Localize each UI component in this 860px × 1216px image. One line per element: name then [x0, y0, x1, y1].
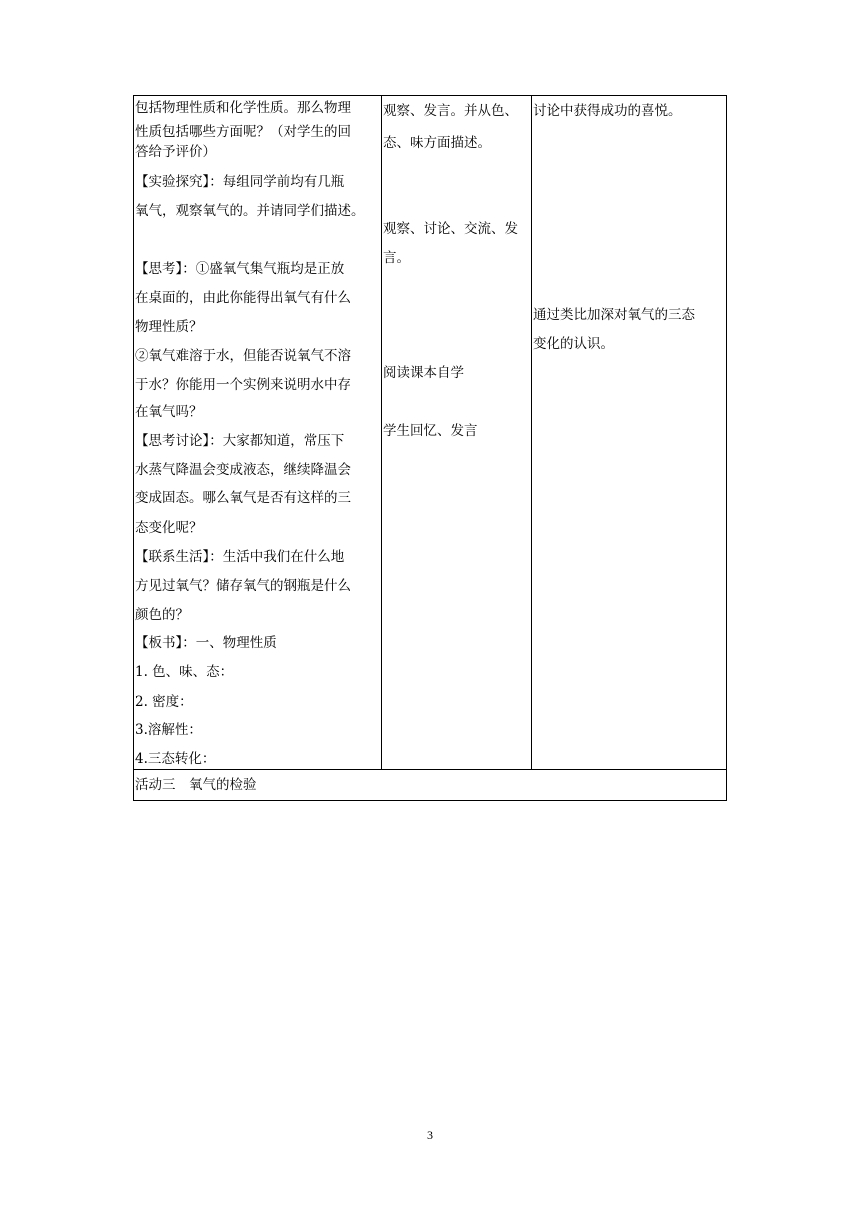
text-line: 通过类比加深对氧气的三态: [533, 307, 695, 323]
text-line: 态变化呢？: [135, 520, 203, 536]
text-line: ②氧气难溶于水，但能否说氧气不溶: [135, 348, 351, 364]
text-line: 物理性质？: [135, 319, 203, 335]
text-line: 【思考】：①盛氧气集气瓶均是正放: [135, 261, 345, 277]
text-line: 【联系生活】：生活中我们在什么地: [135, 549, 345, 565]
text-line: 阅读课本自学: [383, 365, 464, 381]
table-row: [134, 770, 727, 801]
text-line: 变成固态。哪么氧气是否有这样的三: [135, 490, 351, 506]
text-line: 水蒸气降温会变成液态，继续降温会: [135, 462, 351, 478]
text-line: 【板书】：一、物理性质: [135, 635, 277, 651]
text-line: 变化的认识。: [533, 336, 614, 352]
text-line: 在桌面的，由此你能得出氧气有什么: [135, 290, 351, 306]
text-line: 4.三态转化：: [135, 751, 216, 767]
text-line: 2. 密度：: [135, 694, 193, 710]
text-line: 颜色的？: [135, 607, 189, 623]
text-line: 讨论中获得成功的喜悦。: [533, 103, 682, 119]
text-line: 在氧气吗？: [135, 404, 203, 420]
design-intent-cell: [532, 96, 727, 770]
text-line: 观察、发言。并从色、: [383, 103, 518, 119]
activity-heading-cell: 活动三 氧气的检验: [134, 770, 727, 801]
page-number: 3: [427, 1128, 433, 1142]
text-line: 于水？你能用一个实例来说明水中存: [135, 377, 351, 393]
text-line: 答给予评价）: [135, 144, 216, 160]
text-line: 性质包括哪些方面呢？（对学生的回: [135, 124, 351, 140]
text-line: 学生回忆、发言: [383, 423, 478, 439]
text-line: 言。: [383, 250, 410, 266]
text-line: 【思考讨论】：大家都知道，常压下: [135, 433, 345, 449]
lesson-plan-table: [133, 95, 727, 801]
text-line: 方见过氧气？储存氧气的钢瓶是什么: [135, 578, 351, 594]
text-line: 态、味方面描述。: [383, 135, 491, 151]
teacher-activity-cell: [134, 96, 382, 770]
text-line: 1. 色、味、态：: [135, 664, 234, 680]
student-activity-cell: [382, 96, 532, 770]
text-line: 包括物理性质和化学性质。那么物理: [135, 100, 351, 116]
text-line: 观察、讨论、交流、发: [383, 221, 518, 237]
table-row: [134, 96, 727, 770]
text-line: 【实验探究】：每组同学前均有几瓶: [135, 174, 345, 190]
text-line: 3.溶解性：: [135, 722, 202, 738]
text-line: 氧气，观察氧气的。并请同学们描述。: [135, 203, 365, 219]
